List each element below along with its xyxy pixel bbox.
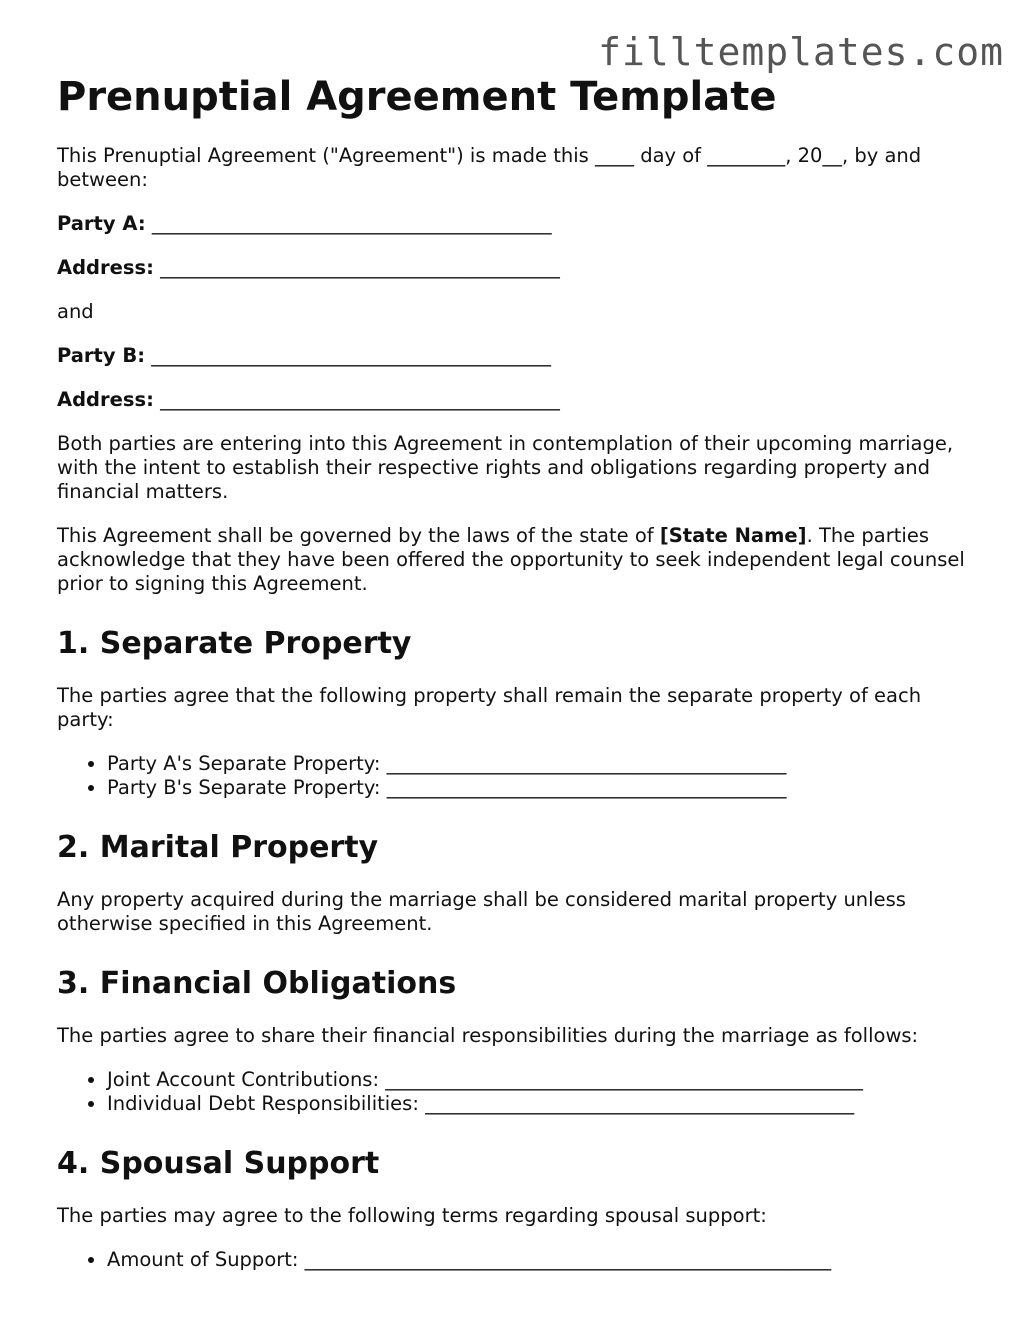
watermark: filltemplates.com (598, 30, 1004, 74)
governing-law-after: . The parties acknowledge that they have been offered the opportunity to seek independent legal counsel prior to signing this Agreement. (57, 524, 965, 595)
address-a-field (57, 256, 977, 280)
list-item: • Party A's Separate Property: _________________________________________ (107, 752, 977, 776)
section-heading-spousal-support: 4. Spousal Support (57, 1146, 380, 1181)
section-heading-separate-property: 1. Separate Property (57, 626, 412, 661)
party-a-blank[interactable]: _________________________________________ (151, 212, 552, 235)
page-title: Prenuptial Agreement Template (57, 74, 777, 120)
contemplation-paragraph: Both parties are entering into this Agreement in contemplation of their upcoming marriage, with the intent to establish their respective rights and obligations regarding property and financial matters. (57, 432, 954, 503)
governing-law-paragraph (57, 524, 977, 596)
address-b-blank[interactable]: _________________________________________ (160, 388, 560, 411)
list-item: • Amount of Support: ______________________________________________________ (107, 1248, 977, 1272)
party-b-blank[interactable]: _________________________________________ (151, 344, 551, 367)
section-text-separate-property: The parties agree that the following property shall remain the separate property of each party: (57, 684, 922, 731)
party-b-label: Party B: (57, 344, 146, 367)
list-item: • Individual Debt Responsibilities: ____________________________________________ (107, 1092, 977, 1116)
document-page (57, 72, 977, 1292)
separate-property-list (57, 752, 977, 800)
section-heading-marital-property: 2. Marital Property (57, 830, 379, 865)
address-b-label: Address: (57, 388, 154, 411)
address-a-label: Address: (57, 256, 154, 279)
party-a-field (57, 212, 977, 236)
and-text: and (57, 300, 94, 323)
section-heading-financial-obligations: 3. Financial Obligations (57, 966, 457, 1001)
section-text-marital-property: Any property acquired during the marriage shall be considered marital property unless otherwise specified in this Agreement. (57, 888, 906, 935)
financial-obligations-list (57, 1068, 977, 1116)
state-name-placeholder: [State Name] (659, 524, 807, 547)
list-item: • Joint Account Contributions: _________________________________________________ (107, 1068, 977, 1092)
governing-law-before: This Agreement shall be governed by the laws of the state of (57, 524, 660, 547)
party-a-label: Party A: (57, 212, 146, 235)
list-item: • Party B's Separate Property: _________________________________________ (107, 776, 977, 800)
address-b-field (57, 388, 977, 412)
section-text-spousal-support: The parties may agree to the following terms regarding spousal support: (57, 1204, 767, 1227)
party-b-field (57, 344, 977, 368)
section-text-financial-obligations: The parties agree to share their financial responsibilities during the marriage as follows: (57, 1024, 919, 1047)
address-a-blank[interactable]: _________________________________________ (160, 256, 560, 279)
spousal-support-list (57, 1248, 977, 1272)
intro-paragraph: This Prenuptial Agreement ("Agreement") is made this ____ day of ________, 20__, by and between: (57, 144, 922, 191)
